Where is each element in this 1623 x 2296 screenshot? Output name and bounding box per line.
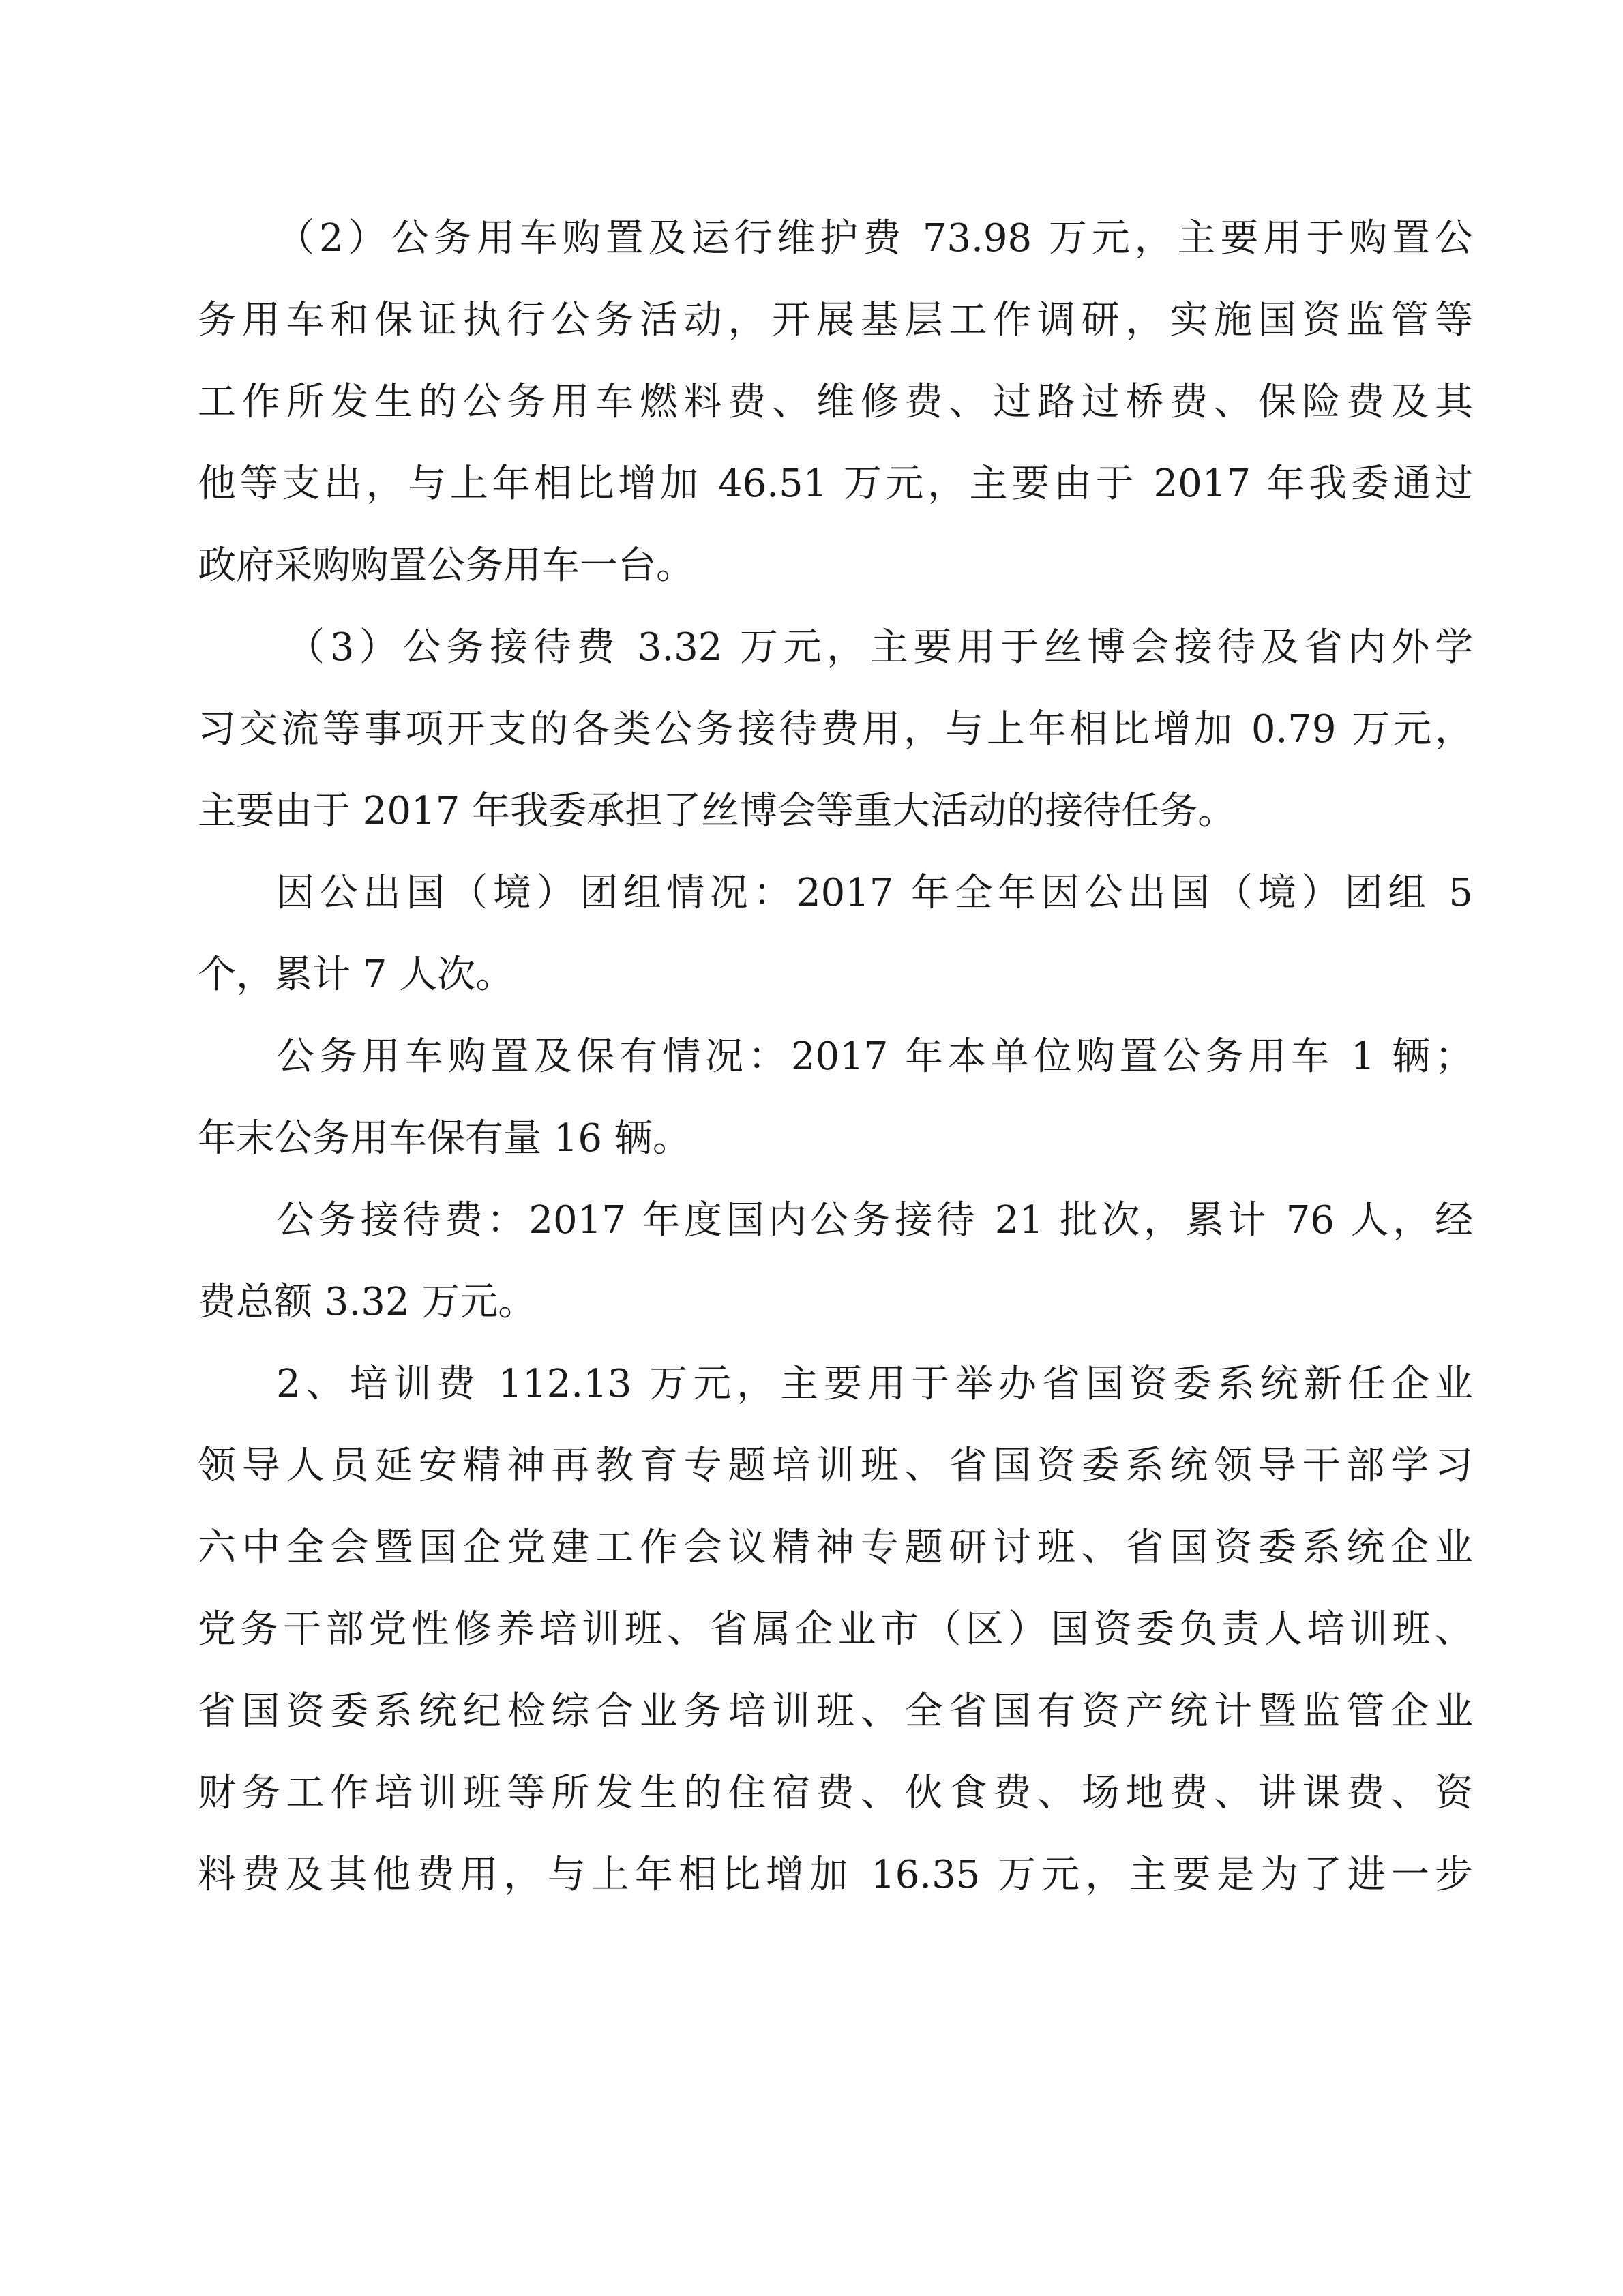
text-line: 习交流等事项开支的各类公务接待费用，与上年相比增加 0.79 万元， xyxy=(198,707,1473,751)
text-line: 省国资委系统纪检综合业务培训班、全省国有资产统计暨监管企业 xyxy=(198,1689,1473,1733)
text-line: 财务工作培训班等所发生的住宿费、伙食费、场地费、讲课费、资 xyxy=(198,1771,1473,1815)
text-line: 党务干部党性修养培训班、省属企业市（区）国资委负责人培训班、 xyxy=(198,1607,1473,1652)
text-line: 工作所发生的公务用车燃料费、维修费、过路过桥费、保险费及其 xyxy=(198,380,1473,424)
text-line: 公务接待费：2017 年度国内公务接待 21 批次，累计 76 人，经 xyxy=(276,1198,1473,1242)
text-line: 年末公务用车保有量 16 辆。 xyxy=(198,1116,691,1161)
text-line: 个，累计 7 人次。 xyxy=(198,953,514,997)
text-line: 费总额 3.32 万元。 xyxy=(198,1280,537,1324)
text-line: 2、培训费 112.13 万元，主要用于举办省国资委系统新任企业 xyxy=(276,1362,1473,1406)
text-line: 料费及其他费用，与上年相比增加 16.35 万元，主要是为了进一步 xyxy=(198,1853,1473,1897)
text-line: 政府采购购置公务用车一台。 xyxy=(198,543,694,588)
text-line: 公务用车购置及保有情况：2017 年本单位购置公务用车 1 辆； xyxy=(276,1034,1473,1079)
text-line: 务用车和保证执行公务活动，开展基层工作调研，实施国资监管等 xyxy=(198,298,1473,342)
text-line: 六中全会暨国企党建工作会议精神专题研讨班、省国资委系统企业 xyxy=(198,1525,1473,1570)
text-line: （2）公务用车购置及运行维护费 73.98 万元，主要用于购置公 xyxy=(276,216,1473,260)
text-line: 他等支出，与上年相比增加 46.51 万元，主要由于 2017 年我委通过 xyxy=(198,462,1473,506)
text-line: 领导人员延安精神再教育专题培训班、省国资委系统领导干部学习 xyxy=(198,1444,1473,1488)
text-line: 因公出国（境）团组情况：2017 年全年因公出国（境）团组 5 xyxy=(276,871,1473,915)
text-line: （3）公务接待费 3.32 万元，主要用于丝博会接待及省内外学 xyxy=(286,625,1473,670)
text-line: 主要由于 2017 年我委承担了丝博会等重大活动的接待任务。 xyxy=(198,789,1236,833)
